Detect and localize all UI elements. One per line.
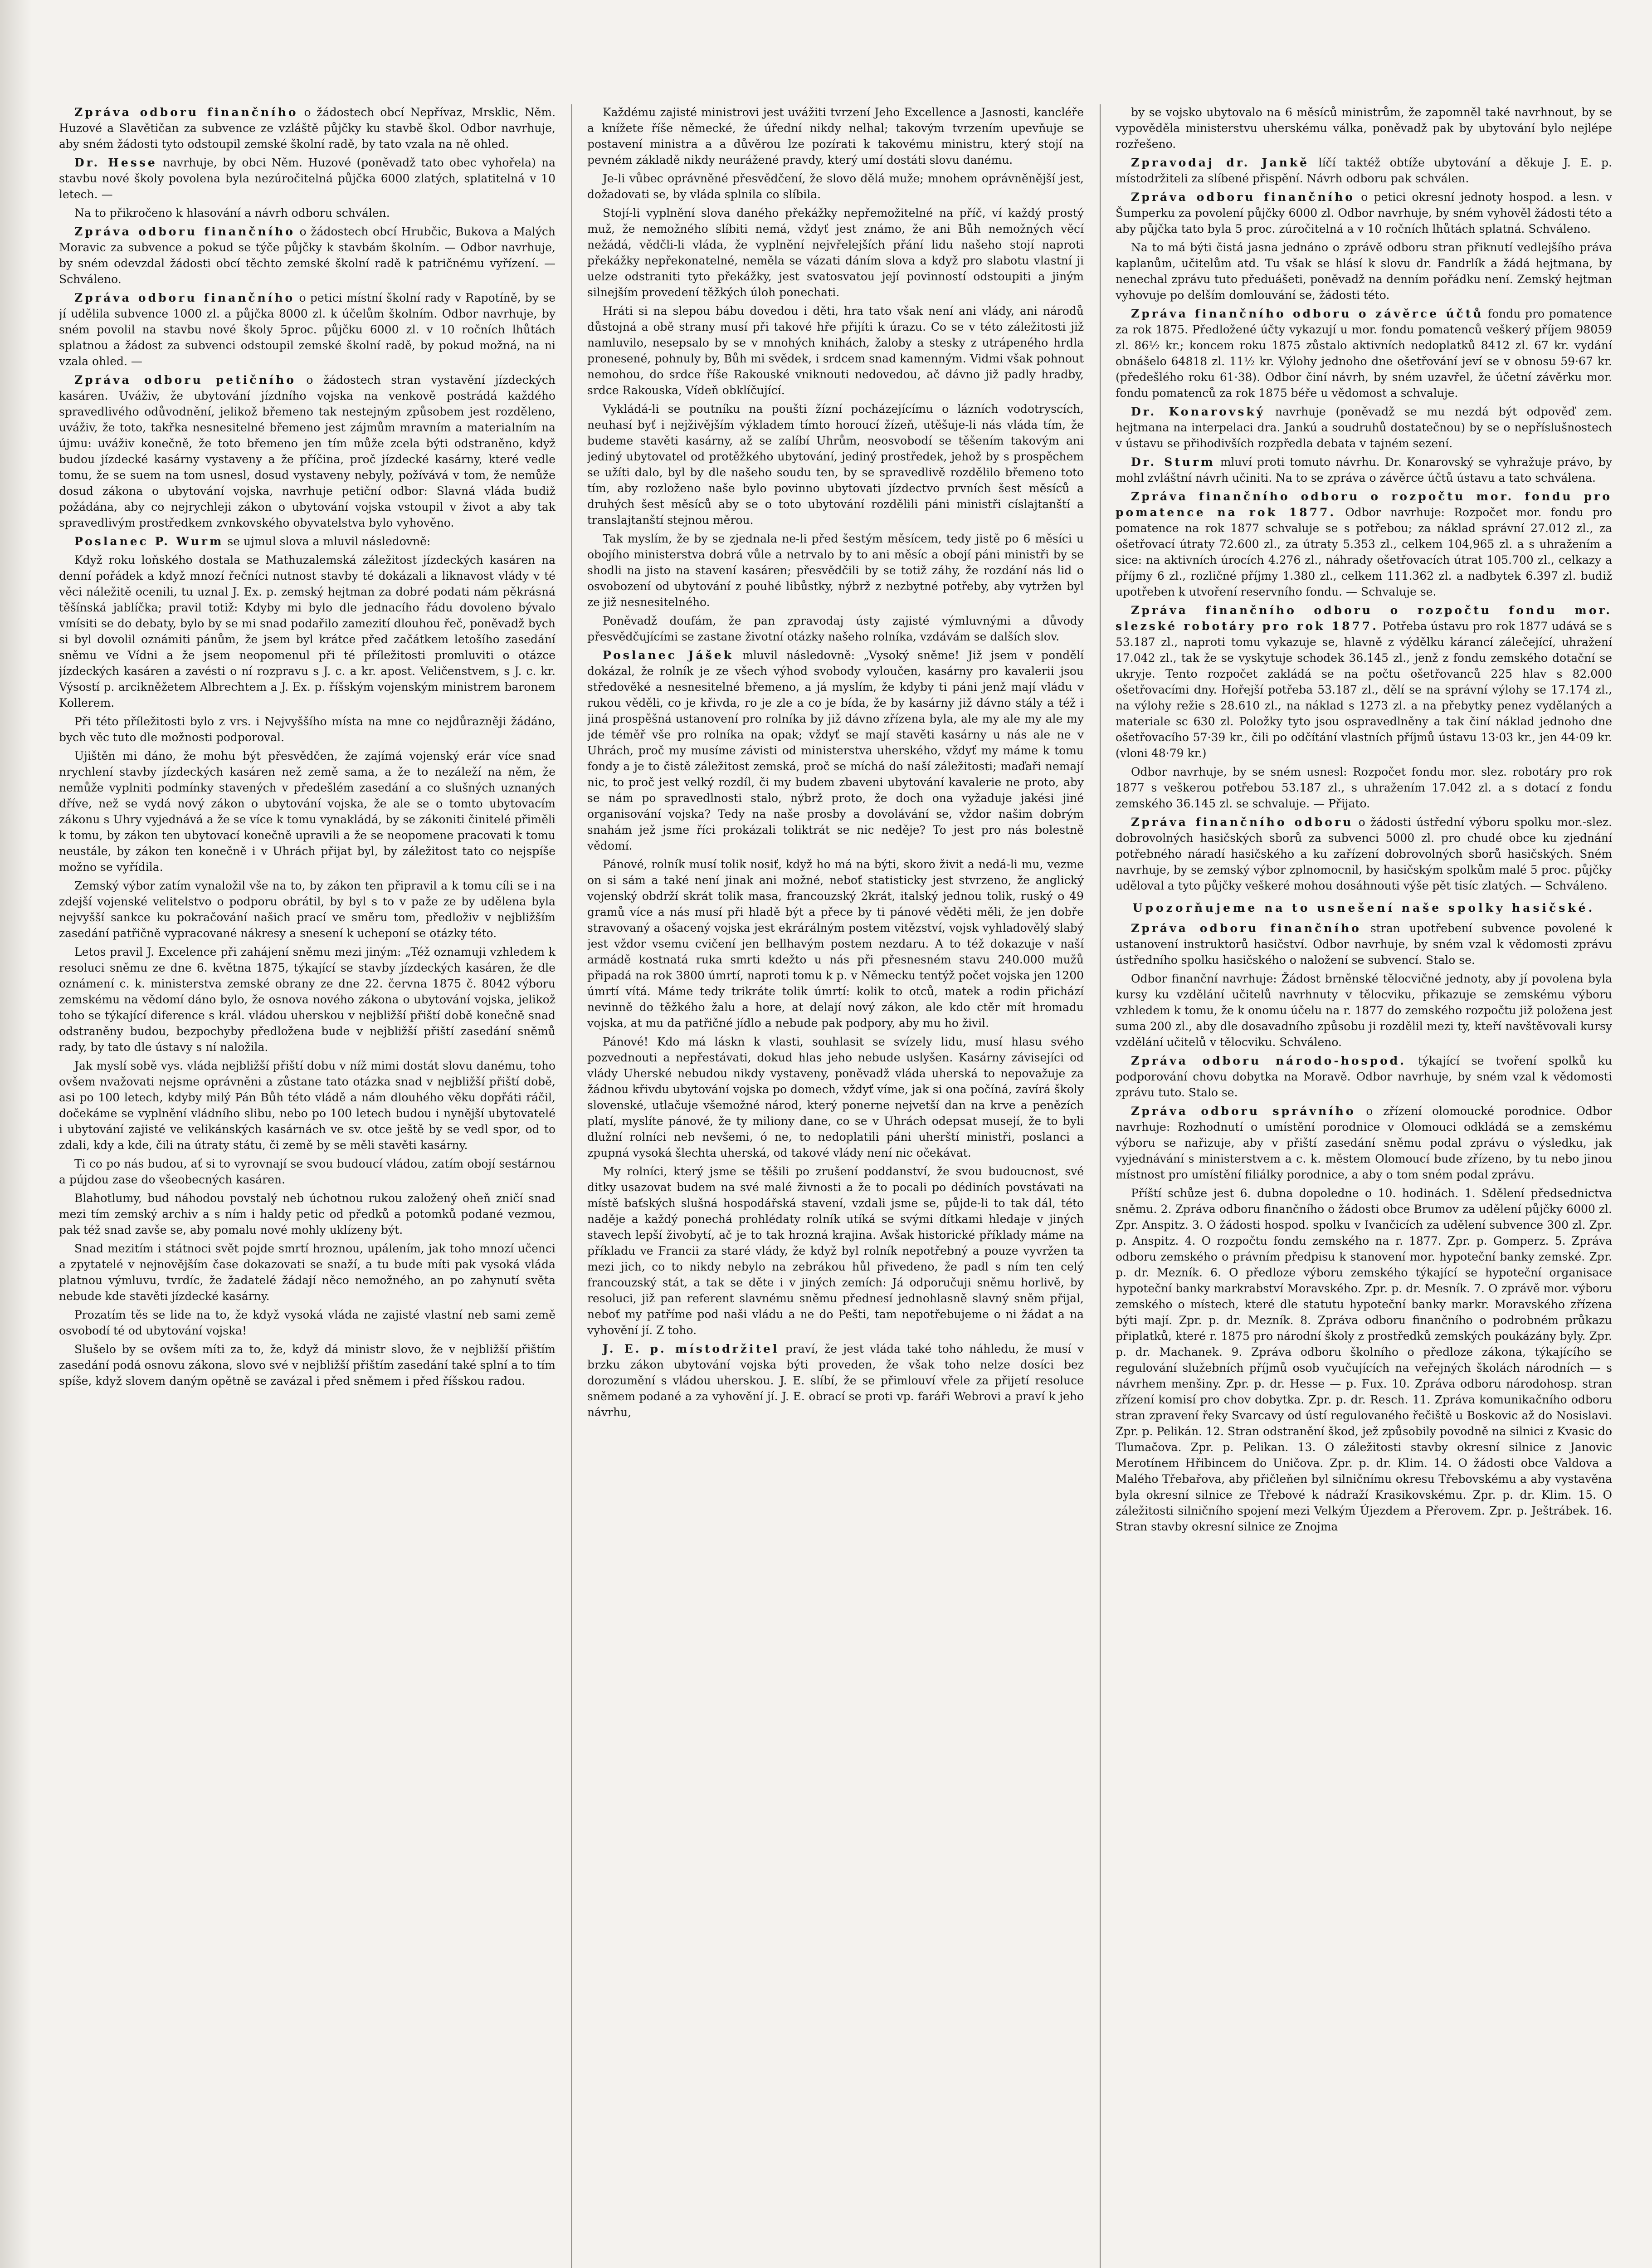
report-lead: Zpráva finančního odboru o rozpočtu mor. fondu pro pomatence na rok 1877.	[1116, 490, 1612, 519]
paragraph: Zpráva odboru finančního o žádostech obcí Nepřívaz, Mrsklic, Něm. Huzové a Slavětičan za subvence ze vzláště půjčky ku stavbě škol. Odbor navrhuje, aby sném žádosti tyto odstoupil zemské školní radě, by tato vzala na ně ohled.	[59, 106, 556, 151]
paragraph: Poněvadž doufám, že pan zpravodaj ústy zajisté výmluvnými a důvody přesvědčujícími se zastane životní otázky našeho rolníka, vzdávám se dalších slov.	[587, 614, 1084, 643]
paragraph: Vykládá-li se poutníku na poušti žízní pocházejícímu o lázních vodotryscích, neuhasí byť i nejživějším výkladem tímto horoucí žízeň, utěšuje-li nás vláda tím, že budeme stavěti kasárny, až se zalíbí Uhrům, neosvobodí se těšením takovým ani jediný ubytovatel od protěžkého ubytování, jediný prostředek, jehož by s prospěchem se užíti dalo, byl by dle našeho soudu ten, by se spravedlivě rozdělilo břemeno toto tím, aby rozloženo naše bylo povinno ubytovati jízdectvo prvních šest měsíců a druhých šest měsíců aby se o toto ubytování rozdělili páni ministři císlajtanští a translajtanští stejnou měrou.	[587, 402, 1084, 527]
paragraph: Zpráva odboru finančního stran upotřebení subvence povolené k ustanovení instruktorů hasičství. Odbor navrhuje, by sném vzal k vědomosti zprávu ústředního spolku hasičského o naložení se subvencí. Stalo se.	[1116, 922, 1612, 967]
paragraph: Zpráva odboru petičního o žádostech stran vystavění jízdeckých kasáren. Uváživ, že ubytování jízdního vojska na venkově postrádá každého spravedlivého odůvodnění, jelikož břemeno tak nestejným způsobem jest rozděleno, uváživ, že toto, takřka nesnesitelné břemeno jest zájmům mravním a materialním na újmu: uváživ konečně, že toto břemeno jen tím může zcela býti odstraněno, když budou jízdecké kasárny vystaveny a že příčina, proč jízdecké kasárny, které vedle tomu, že se suem na tom usnesl, dosud vystaveny nebyly, požívává v tom, že nemůže dosud zákona o ubytování vojska, navrhuje petiční odbor: Slavná vláda budiž požádána, aby co nejrychleji zákon o ubytování vojska vstoupil v život a aby tak spravedlivým prostředkem zvnkovského obyvatelstva bylo vyhověno.	[59, 373, 556, 529]
paragraph: Poslanec Jášek mluvil následovně: „Vysoký sněme! Již jsem v pondělí dokázal, že rolník je ze všech výhod svobody vyloučen, kasárny pro kavalerii jsou středověké a nesnesitelné břemeno, a já myslím, že kdyby ti páni jenž mají vládu v rukou věděli, co je křivda, ro je zle a co je bída, že by kasárny již dávno stály a též i jiná prospěšná ustanovení pro rolníka by již dávno zřízena byla, ale my ale my ale my jde téměř vše pro rolníka na opak; vždyť se mají stavěti kasárny u nás ale ne v Uhrách, proč my musíme závisti od ministerstva uherského, vždyť my máme k tomu fondy a je to čistě záležitost zemská, proč se míchá do naší záležitosti; maďaři nemají nic, to proč jest velký rozdíl, či my budem zbaveni ubytování kavalerie ne proto, aby se nám po spravedlnosti stalo, nýbrž proto, že doch ona vyžaduje jakési jiné organisování vojska? Tedy na naše prosby a dovolávání se, vždor našim dobrým snahám jež jsme říci prokázali toliktrát se nic neděje? To jest pro nás bolestně vědomí.	[587, 649, 1084, 852]
report-lead: Zpráva odboru správního	[1131, 1105, 1356, 1118]
paragraph: Jak myslí sobě vys. vláda nejbližší přiští dobu v níž mimi dostát slovu danému, toho ovšem nvažovati nejsme oprávněni a zůstane tato otázka snad v nejbližší přiští době, asi po 100 letech, kdyby milý Pán Bůh této vládě a nám dlouhého věku dopřáti ráčil, dočekáme se vyplnění vládního slibu, nebo po 100 letech budou i nynější ubytovatelé i ubytování zajisté ve velikánských kasárnách ve sv. otce ještě by se vedl spor, od to zdali, kdy a kde, čili na útraty státu, či země by se měli stavěti kasárny.	[59, 1059, 556, 1152]
paragraph: Když roku loňského dostala se Mathuzalemská záležitost jízdeckých kasáren na denní pořádek a když mnozí řečníci nutnost stavby té dokázali a liknavost vlády v té věci náležitě ocenili, tu uznal J. Ex. p. zemský hejtman za dobré podati nám pěkrásná těšínská jablíčka; pravil totiž: Kdyby mi bylo dle jednacího řádu dovoleno bývalo vmísiti se do debaty, bylo by se mi snad podařilo zamezití dlouhou řeč, poněvadž bych si byl dovolil oznámiti pánům, že jsem byl krátce před začátkem letošího zasedání sněmu ve Vídni a že jsem neopomenul při té příležitosti promluviti o otázce jízdeckých kasáren a zavésti o ní rozpravu s J. c. a kr. apost. Veličenstvem, s J. c. kr. Výsostí p. arcikněžetem Albrechtem a J. Ex. p. říšským vojenským ministrem baronem Kollerem.	[59, 553, 556, 709]
paragraph: Na to má býti čistá jasna jednáno o zprávě odboru stran přiknutí vedlejšího práva kaplanům, učitelům atd. Tu však se hlásí k slovu dr. Fandrlík a žádá hejtmana, by nenechal zprávu tuto předuášeti, poněvadž na denním pořádku není. Zemský hejtman vyhovuje po delším domlouvání se, žádosti této.	[1116, 241, 1612, 302]
report-lead: Zpráva odboru finančního	[74, 106, 298, 119]
paragraph: Zpráva odboru finančního o petici místní školní rady v Rapotíně, by se jí udělila subvence 1000 zl. a půjčka 8000 zl. k účelům školním. Odbor navrhuje, by sném povolil na stavbu nové školy 5proc. půjčku 6000 zl. v 10 ročních lhůtách splatnou a žádost za subvenci odstoupil zemské školní radě, by pokud možná, na ni vzala ohled. —	[59, 291, 556, 368]
speaker-lead: Poslanec P. Wurm	[74, 535, 224, 548]
paragraph: Zpráva odboru finančního o petici okresní jednoty hospod. a lesn. v Šumperku za povolení půjčky 6000 zl. Odbor navrhuje, by sném vyhověl žádosti této a aby půjčka tato byla 5 proc. zúročitelná a v 10 ročních lhůtách splatná. Schváleno.	[1116, 191, 1612, 235]
paragraph: Ti co po nás budou, ať si to vyrovnají se svou budoucí vládou, zatím obojí sestárnou a pújdou zase do všeobecných kasáren.	[59, 1157, 556, 1186]
paragraph: Snad mezitím i státnoci svět pojde smrtí hroznou, upálením, jak toho mnozí učenci a zpytatelé v nejnovějším čase dokazovati se snaží, a tu bude míti pak vysoká vláda platnou výmluvu, tvrdíc, že žadatelé žádají něco nemožného, an po zahynutí světa nebude kde stavěti jízdecké kasárny.	[59, 1242, 556, 1303]
speaker-lead: Dr. Konarovský	[1131, 405, 1266, 418]
speaker-lead: J. E. p. místodržitel	[603, 1342, 780, 1355]
paragraph: Zpráva finančního odboru o závěrce účtů fondu pro pomatence za rok 1875. Předložené účty vykazují u mor. fondu pomatenců veškerý příjem 98059 zl. 86½ kr.; koncem roku 1875 zůstalo aktivních nedoplatků 8412 zl. 67 kr. vydání obnášelo 64818 zl. 11½ kr. Výlohy jednoho dne ošetřování jeví se v obnosu 59·67 kr. (předešlého roku 61·38). Odbor činí návrh, by sném uzavřel, že účetní závěrku mor. fondu pomatenců za rok 1875 béře u vědomost a schvaluje.	[1116, 307, 1612, 400]
paragraph: Zpráva odboru finančního o žádostech obcí Hrubčic, Bukova a Malých Moravic za subvence a pokud se týče půjčky k stavbám školním. — Odbor navrhuje, by sném odevzdal žádosti obcí těchto zemské školní radě k patričnému vyřízení. — Schváleno.	[59, 225, 556, 286]
column-2	[587, 104, 1084, 2268]
paragraph: Prozatím těs se lide na to, že když vysoká vláda ne zajisté vlastní neb sami země osvobodí té od ubytování vojska!	[59, 1308, 556, 1337]
paragraph: Zpravodaj dr. Jankě líčí taktéž obtíže ubytování a děkuje J. E. p. místodržiteli za slíbené přispění. Návrh odboru pak schválen.	[1116, 156, 1612, 185]
paragraph: Každému zajisté ministrovi jest uvážiti tvrzení Jeho Excellence a Jasnosti, kancléře a knížete říše německé, že úřední nikdy nelhal; takovým tvrzením upevňuje se postavení ministra a a důvěrou lze pozírati k takovému ministru, který stojí na pevném základě nikdy neurážené pravdy, který umí dostáti slovu danému.	[587, 106, 1084, 166]
paragraph: Odbor finanční navrhuje: Žádost brněnské tělocvičné jednoty, aby jí povolena byla kursy ku vzdělání učitelů navrhnuty v tělocviku, přikazuje se zemskému výboru vzhledem k tomu, že k onomu účelu na r. 1877 do zemského rozpočtu již položena jest suma 200 zl., aby dle dosavadního způsobu ji rozdělil mezi ty, kteří navštěvovali kursy vzdělání učitelů v tělocviku. Schváleno.	[1116, 972, 1612, 1049]
paragraph: Zpráva finančního odboru o rozpočtu mor. fondu pro pomatence na rok 1877. Odbor navrhuje: Rozpočet mor. fondu pro pomatence na rok 1877 schvaluje se s potřebou; za náklad správní 27.012 zl., za ošetřovací útraty 72.600 zl., za útraty 5.353 zl., celkem 104,965 zl. a s uhražením a sice: na aktivních úrocích 4.276 zl., náhrady ošetřovacích útrat 105.700 zl., celkazy a příjmy 6 zl., rozličné příjmy 1.380 zl., celkem 111.362 zl. a nadbytek 6.397 zl. budiž upotřeben k utvoření reservního fondu. — Schvaluje se.	[1116, 490, 1612, 598]
column-rule	[1100, 104, 1101, 2268]
paragraph: Je-li vůbec oprávněné přesvědčení, že slovo dělá muže; mnohem oprávněnější jest, dožadovati se, by vláda splnila co slíbila.	[587, 172, 1084, 201]
agenda-paragraph: Příští schůze jest 6. dubna dopoledne o 10. hodinách. 1. Sdělení předsednictva sněmu. 2. Zpráva odboru finančního o žádosti obce Brumov za udělení půjčky 6000 zl. Zpr. Anspitz. 3. O žádosti hospod. spolku v Ivančicích za udělení subvence 300 zl. Zpr. p. Anspitz. 4. O rozpočtu fondu zemského na r. 1877. Zpr. p. Gomperz. 5. Zpráva odboru zemského o právním předpisu k stanovení mor. hypoteční banky zemské. Zpr. p. dr. Mezník. 6. O předloze výboru zemského týkající se hypoteční organisace hypoteční banky markrabství Moravského. Zpr. p. dr. Mesník. 7. O zprávě mor. výboru zemského o místech, které dle statutu hypoteční banky markr. Moravského zřízena býti mají. Zpr. p. dr. Mezník. 8. Zpráva odboru finančního o podrobném průkazu připlatků, které r. 1875 pro národní školy z prostředků zemských poukázány byly. Zpr. p. dr. Machanek. 9. Zpráva odboru školního o předloze zákona, týkajícího se regulování služebních příjmů osob vyučujících na veřejných školách národních — s návrhem menšiny. Zpr. p. dr. Hesse — p. Fux. 10. Zpráva odboru národohosp. stran zřízení komisí pro chov dobytka. Zpr. p. dr. Resch. 11. Zpráva komunikačního odboru stran zpravení řeky Svarcavy od ústí regulovaného řečiště u Boskovic až do Nosislavi. Zpr. p. Pelikán. 12. Stran odstranění škod, jež způsobily povodně na silnici z Kvasic do Tlumačova. Zpr. p. Pelikan. 13. O záležitosti stavby okresní silnice z Janovic Merotínem Hřibincem do Uničova. Zpr. p. dr. Klim. 14. O žádosti obce Valdova a Malého Třebařova, aby přičleňen byl silničnímu okresu Třebovskému a aby vystavěna byla okresní silnice ze Třebové k nádraží Krasikovskému. Zpr. p. dr. Klim. 15. O záležitosti silničního spojení mezi Velkým Újezdem a Přerovem. Zpr. p. Ještrábek. 16. Stran stavby okresní silnice ze Znojma	[1116, 1187, 1612, 1533]
paragraph: Dr. Konarovský navrhuje (poněvadž se mu nezdá být odpověď zem. hejtmana na interpelaci dra. Jankú a soudruhů dostatečnou) by se o nepříslušnostech v ústavu se přihodivších rozpředla debata v tajném sezení.	[1116, 405, 1612, 450]
report-lead: Zpráva finančního odboru o rozpočtu fondu mor. slezské robotáry pro rok 1877.	[1116, 604, 1612, 633]
paragraph: Při této příležitosti bylo z vrs. i Nejvyššího místa na mne co nejdůrazněji žádáno, bych věc tuto dle možnosti podporoval.	[59, 715, 556, 744]
paragraph: Stojí-li vyplnění slova daného překážky nepřemožitelné na příč, ví každý prostý muž, že nemožného slíbiti nemá, vždyť jest známo, že ani Bůh nemožných věcí nežádá, vědčli-li vláda, že vyplnění nejvřelejších přání lidu našeho stojí naproti překážky nepřekonatelné, neměla se vázati dáním slova a když pro slabotu vlastní ji uelze odstraniti tyto překážky, jest svatosvatou její povinností odstoupiti a jiným silnejším provedení těžkých úloh ponechati.	[587, 206, 1084, 299]
report-lead: Zpráva odboru finančního	[74, 291, 295, 304]
report-lead: Zpráva finančního odboru o závěrce účtů	[1131, 307, 1484, 320]
column-3	[1116, 104, 1612, 2268]
column-1	[59, 104, 556, 2268]
speaker-lead: Poslanec Jášek	[603, 649, 734, 662]
paragraph: Letos pravil J. Excelence při zahájení sněmu mezi jiným: „Též oznamuji vzhledem k resoluci sněmu ze dne 6. května 1875, týkající se stavby jízdeckých kasáren, že dle oznámení c. k. ministerstva zemské obrany ze dne 22. června 1875 č. 8042 výboru zemskému na vědomí dáno bylo, že osnova nového zákona o ubytování vojska, jelikož toho se týkající diference s král. vládou uherskou v nejbližší přiští době konečně snad odstraněny budou, bezpochyby předložena bude v nejbližší přiští zasedání sněmů rady, by tato dle ústavy s ní naložila.	[59, 945, 556, 1054]
paragraph: J. E. p. místodržitel praví, že jest vláda také toho náhledu, že musí v brzku zákon ubytování vojska býti proveden, že však toho nelze dosíci bez dorozumění s vládou uherskou. J. E. slíbí, že se přimlouví vřele za přijetí resoluce sněmem podané a za vyhovění jí. J. E. obrací se proti vp. faráři Webrovi a praví k jeho návrhu,	[587, 1342, 1084, 1419]
paragraph: Dr. Hesse navrhuje, by obci Něm. Huzové (poněvadž tato obec vyhořela) na stavbu nové školy povolena byla nezúročitelná půjčka 6000 zlatých, splatitelná v 10 letech. —	[59, 156, 556, 201]
paragraph: Odbor navrhuje, by se sném usnesl: Rozpočet fondu mor. slez. robotáry pro rok 1877 s veškerou potřebou 53.187 zl., s uhražením 17.042 zl. a s dotací z fondu zemského 36.145 zl. se schvaluje. — Přijato.	[1116, 765, 1612, 810]
paragraph: Zemský výbor zatím vynaložil vše na to, by zákon ten připravil a k tomu cíli se i na zdejší vojenské velitelstvo o podporu obrátil, by byl s to v paže ze by udělena byla nejvyšší sankce ku pokračování našich prací ve směru tom, předloživ v nejbližším zasedání patřičně vypracované nákresy a snesení k ucheponí se otázky této.	[59, 879, 556, 940]
paragraph: Dr. Sturm mluví proti tomuto návrhu. Dr. Konarovský se vyhražuje právo, by mohl zvláštní návrh učiniti. Na to se zpráva o závěrce účtů ústavu a tato schválena.	[1116, 455, 1612, 484]
scan-edge	[0, 0, 32, 2268]
paragraph: by se vojsko ubytovalo na 6 měsíců ministrům, že zapomněl také navrhnout, by se vypověděla ministerstvu uherskému válka, poněvadž pak by ubytování bylo nejlépe rozřešeno.	[1116, 106, 1612, 151]
paragraph: Pánové! Kdo má láskn k vlasti, souhlasit se svízely lidu, musí hlasu svého pozvednouti a nepřestávati, dokud hlas jeho nebude uslyšen. Kasárny závisejíci od vlády Uherské nebudou nikdy vystaveny, poněvadž vláda uherská to nepovažuje za žádnou křivdu ubytování vojska po domech, vždyť víme, jak si ona počíná, zavírá školy slovenské, utlačuje všemožné národ, který ponerne nejvetší dan na krve a penězích platí, myslíte pánové, že ty miliony dane, co se v Uhrách odepsat musejí, že to byli dlužní rolníci neb nevšemi, ó ne, to nedoplatili páni uherští ministři, poslanci a zpupná vysoká šlechta uherská, od takové vlády není nic očekávat.	[587, 1035, 1084, 1159]
report-lead: Zpráva finančního odboru	[1131, 816, 1354, 829]
paragraph: Na to přikročeno k hlasování a návrh odboru schválen.	[74, 206, 390, 220]
report-lead: Zpráva odboru národo-hospod.	[1131, 1054, 1406, 1067]
paragraph: Hráti si na slepou bábu dovedou i děti, hra tato však není ani vlády, ani národů důstojná a obě strany musí při takové hře přijíti k úrazu. Co se v této záležitosti již namluvilo, nesepsalo by se v mnohých knihách, žaloby a stesky z utrápeného hrdla pronesené, pohnuly by, Bůh mi svědek, i srdcem snad kamenným. Vidmi však pohnout nemohou, do srdce říše Rakouské vniknouti nedovedou, ač dávno již padly hradby, srdce Rakouska, Vídeň obklíčující.	[587, 304, 1084, 397]
speaker-lead: Dr. Hesse	[74, 156, 157, 169]
paragraph: Zpráva odboru správního o zřízení olomoucké porodnice. Odbor navrhuje: Rozhodnutí o umístění porodnice v Olomouci odkládá se a zemskému výboru se nařizuje, aby v přiští zasedání sněmu podal zprávu o výsledku, jak vyjednávání s ministerstvem a c. k. městem Olomoucí bude zřízeno, by tu nebo jinou místnost pro umístění filiálky porodnice, a aby o tom sném podal zprávu.	[1116, 1105, 1612, 1181]
paragraph: My rolníci, který jsme se těšili po zrušení poddanství, že svou budoucnost, své ditky usazovat budem na své malé živnosti a že to pocali po dédiních povstávati na místě baťských slušná hospodářská stavení, vzdali jsme se, půjde-li to tak dál, této naděje a každý ponechá prohlédaty rolník utíká se svými dítkami hledaje v jiných stavech lepší živobytí, ač je to tak hrozná krajina. Avšak historické příklady máme na příkladu ve Francii za staré vlády, že když byl rolník nepotřebný a pouze vyvržen ta mezi jich, co to nikdy nebylo na zebrákou hůl přivedeno, že padl s ním ten celý francouzský stát, a tak se děte i v jiných zemích: Já odporučuji sněmu horlivě, by resoluci, již pan referent slavnému sněmu přednesí jednohlasně slavný sněm přijal, neboť my patříme pod naši vládu a ne do Pešti, tam nepotřebujeme o ni žádat a na vyhovění jí. Z toho.	[587, 1165, 1084, 1337]
paragraph: Zpráva finančního odboru o žádosti ústřední výboru spolku mor.-slez. dobrovolných hasičských sborů za subvenci 5000 zl. pro chudé obce ku zjednání potřebného náradí hasičského a ku zařízení dobrovolných sborů hasičských. Sném navrhuje, by se zemský výbor zplnomocnil, by hasičským spolkům malé 5 proc. půjčky uděloval a tyto půjčky veškeré mohou dosáhnouti výše pět tisíc zlatých. — Schváleno.	[1116, 816, 1612, 892]
report-lead: Zpráva odboru finančního	[74, 225, 295, 238]
paragraph: Tak myslím, že by se zjednala ne-li před šestým měsícem, tedy jistě po 6 měsíci u obojího ministerstva dobrá vůle a netrvalo by to ani měsíc a obojí páni ministři by se shodli na jisto na stavení kasáren; přesvědčili by se totiž záhy, že rozdání nás lid o osvobození od ubytování z pouhé libůstky, nýbrž z nezbytné potřeby, aby vytržen byl ze již nesnesitelného.	[587, 532, 1084, 609]
newspaper-page	[59, 104, 1614, 2268]
paragraph: Zpráva finančního odboru o rozpočtu fondu mor. slezské robotáry pro rok 1877. Potřeba ústavu pro rok 1877 udává se s 53.187 zl., naproti tomu vykazuje se, hlavně z výdělku kárancí zálečející, uhražení 17.042 zl., tak že se vyskytuje schodek 36.145 zl., jenž z fondu zemského dotační se ukryje. Tento rozpočet zakládá se na počtu ošetřovanců 225 hlav s 82.000 ošetřovacími dny. Hořejší potřeba 53.187 zl., dělí se na správní výlohy se 17.174 zl., na výlohy režie s 28.610 zl., na náklad s 1273 zl. a na přebytky penez vydělaných a materiale sc 630 zl. Položky tyto jsou ospravedlněny a tak činí náklad jednoho dne ošetřovacího 57·39 kr., čili po odčítání vlastních příjmů ústavu 13·03 kr., jen 44·09 kr. (vloni 48·79 kr.)	[1116, 604, 1612, 760]
paragraph: Poslanec P. Wurm se ujmul slova a mluvil následovně:	[74, 535, 431, 548]
paragraph: Ujištěn mi dáno, že mohu být přesvědčen, že zajímá vojenský erár více snad nrychlení stavby jízdeckých kasáren než země sama, a že to nezáleží na něm, že nemůže vyplniti podmínky stavených v předešlém zasedání a co slušných uznaných dříve, než se vydá nový zákon o ubytování vojska, že ale se o tomto ubytovacím zákonu s Uhry vyjednává a že se více k tomu vynakládá, by se zákoniti činitelé přiměli k tomu, by zákon ten ubytovací konečně upravili a že se neopomene pracovati k tomu neustále, by zákon ten konečně i v Uhrách přijat byl, by záležitost tato co nejspíše možno se vyřídila.	[59, 749, 556, 874]
paragraph: Blahotlumy, bud náhodou povstalý neb úchotnou rukou založený oheň zničí snad mezi tím zemský archiv a s ním i haldy petic od předků a potomků podané vezmou, pak též snad zavše se, aby pomalu nové mohly uklízeny být.	[59, 1192, 556, 1237]
notice-heading: Upozorňujeme na to usnešení naše spolky hasičské.	[1132, 901, 1595, 914]
report-lead: Zpráva odboru petičního	[74, 373, 296, 386]
paragraph: Pánové, rolník musí tolik nosiť, když ho má na býti, skoro živit a nedá-li mu, vezme on si sám a také není jinak ani možné, neboť statisticky jest stvrzeno, že anglický vojenský obdrží skrát tolik masa, francouzský 2krát, italský jednou tolik, ruský o 49 gramů více a nás musí při hladě být a přece by ti pánové věděti měli, že jen dobře stravovaný a ošacený vojska jest ekrárálným postem vitězství, vojsk vyhladovělý slabý jest vždor vsemu cvičení jen bellhavým postem nezdaru. A to též dokazuje v naší armádě kostnatá ruka smrti kdežto u nás při přesnesném stavu 240.000 mužů připadá na rok 3800 úmrtí, naproti tomu k p. v Německu tentýž počet vojska jen 1200 úmrtí vítá. Máme tedy trikráte tolik úmrtí: kolik to otců, matek a rodin přichází nevinně do těžkého žalu a hore, at delají nový zákon, ale kdo ctěr mít hromadu vojska, at mu da patřičné jídlo a nebude pak podpory, aby mu ho živil.	[587, 858, 1084, 1030]
column-rule	[571, 104, 572, 2268]
report-lead: Zpráva odboru finančního	[1131, 922, 1361, 935]
paragraph: Zpráva odboru národo-hospod. týkající se tvoření spolků ku podporování chovu dobytka na Moravě. Odbor navrhuje, by sném vzal k vědomosti zprávu tuto. Stalo se.	[1116, 1054, 1612, 1099]
speaker-lead: Zpravodaj dr. Jankě	[1131, 156, 1310, 169]
speaker-lead: Dr. Sturm	[1131, 455, 1215, 469]
paragraph: Slušelo by se ovšem míti za to, že, když dá ministr slovo, že v nejbližší přištím zasedání podá osnovu zákona, slovo své v nejbližší přištím zasedání také splní a to tím spíše, když slovem daným opětně se zavázal i před sněmem i před říšskou radou.	[59, 1343, 556, 1388]
report-lead: Zpráva odboru finančního	[1131, 191, 1355, 204]
